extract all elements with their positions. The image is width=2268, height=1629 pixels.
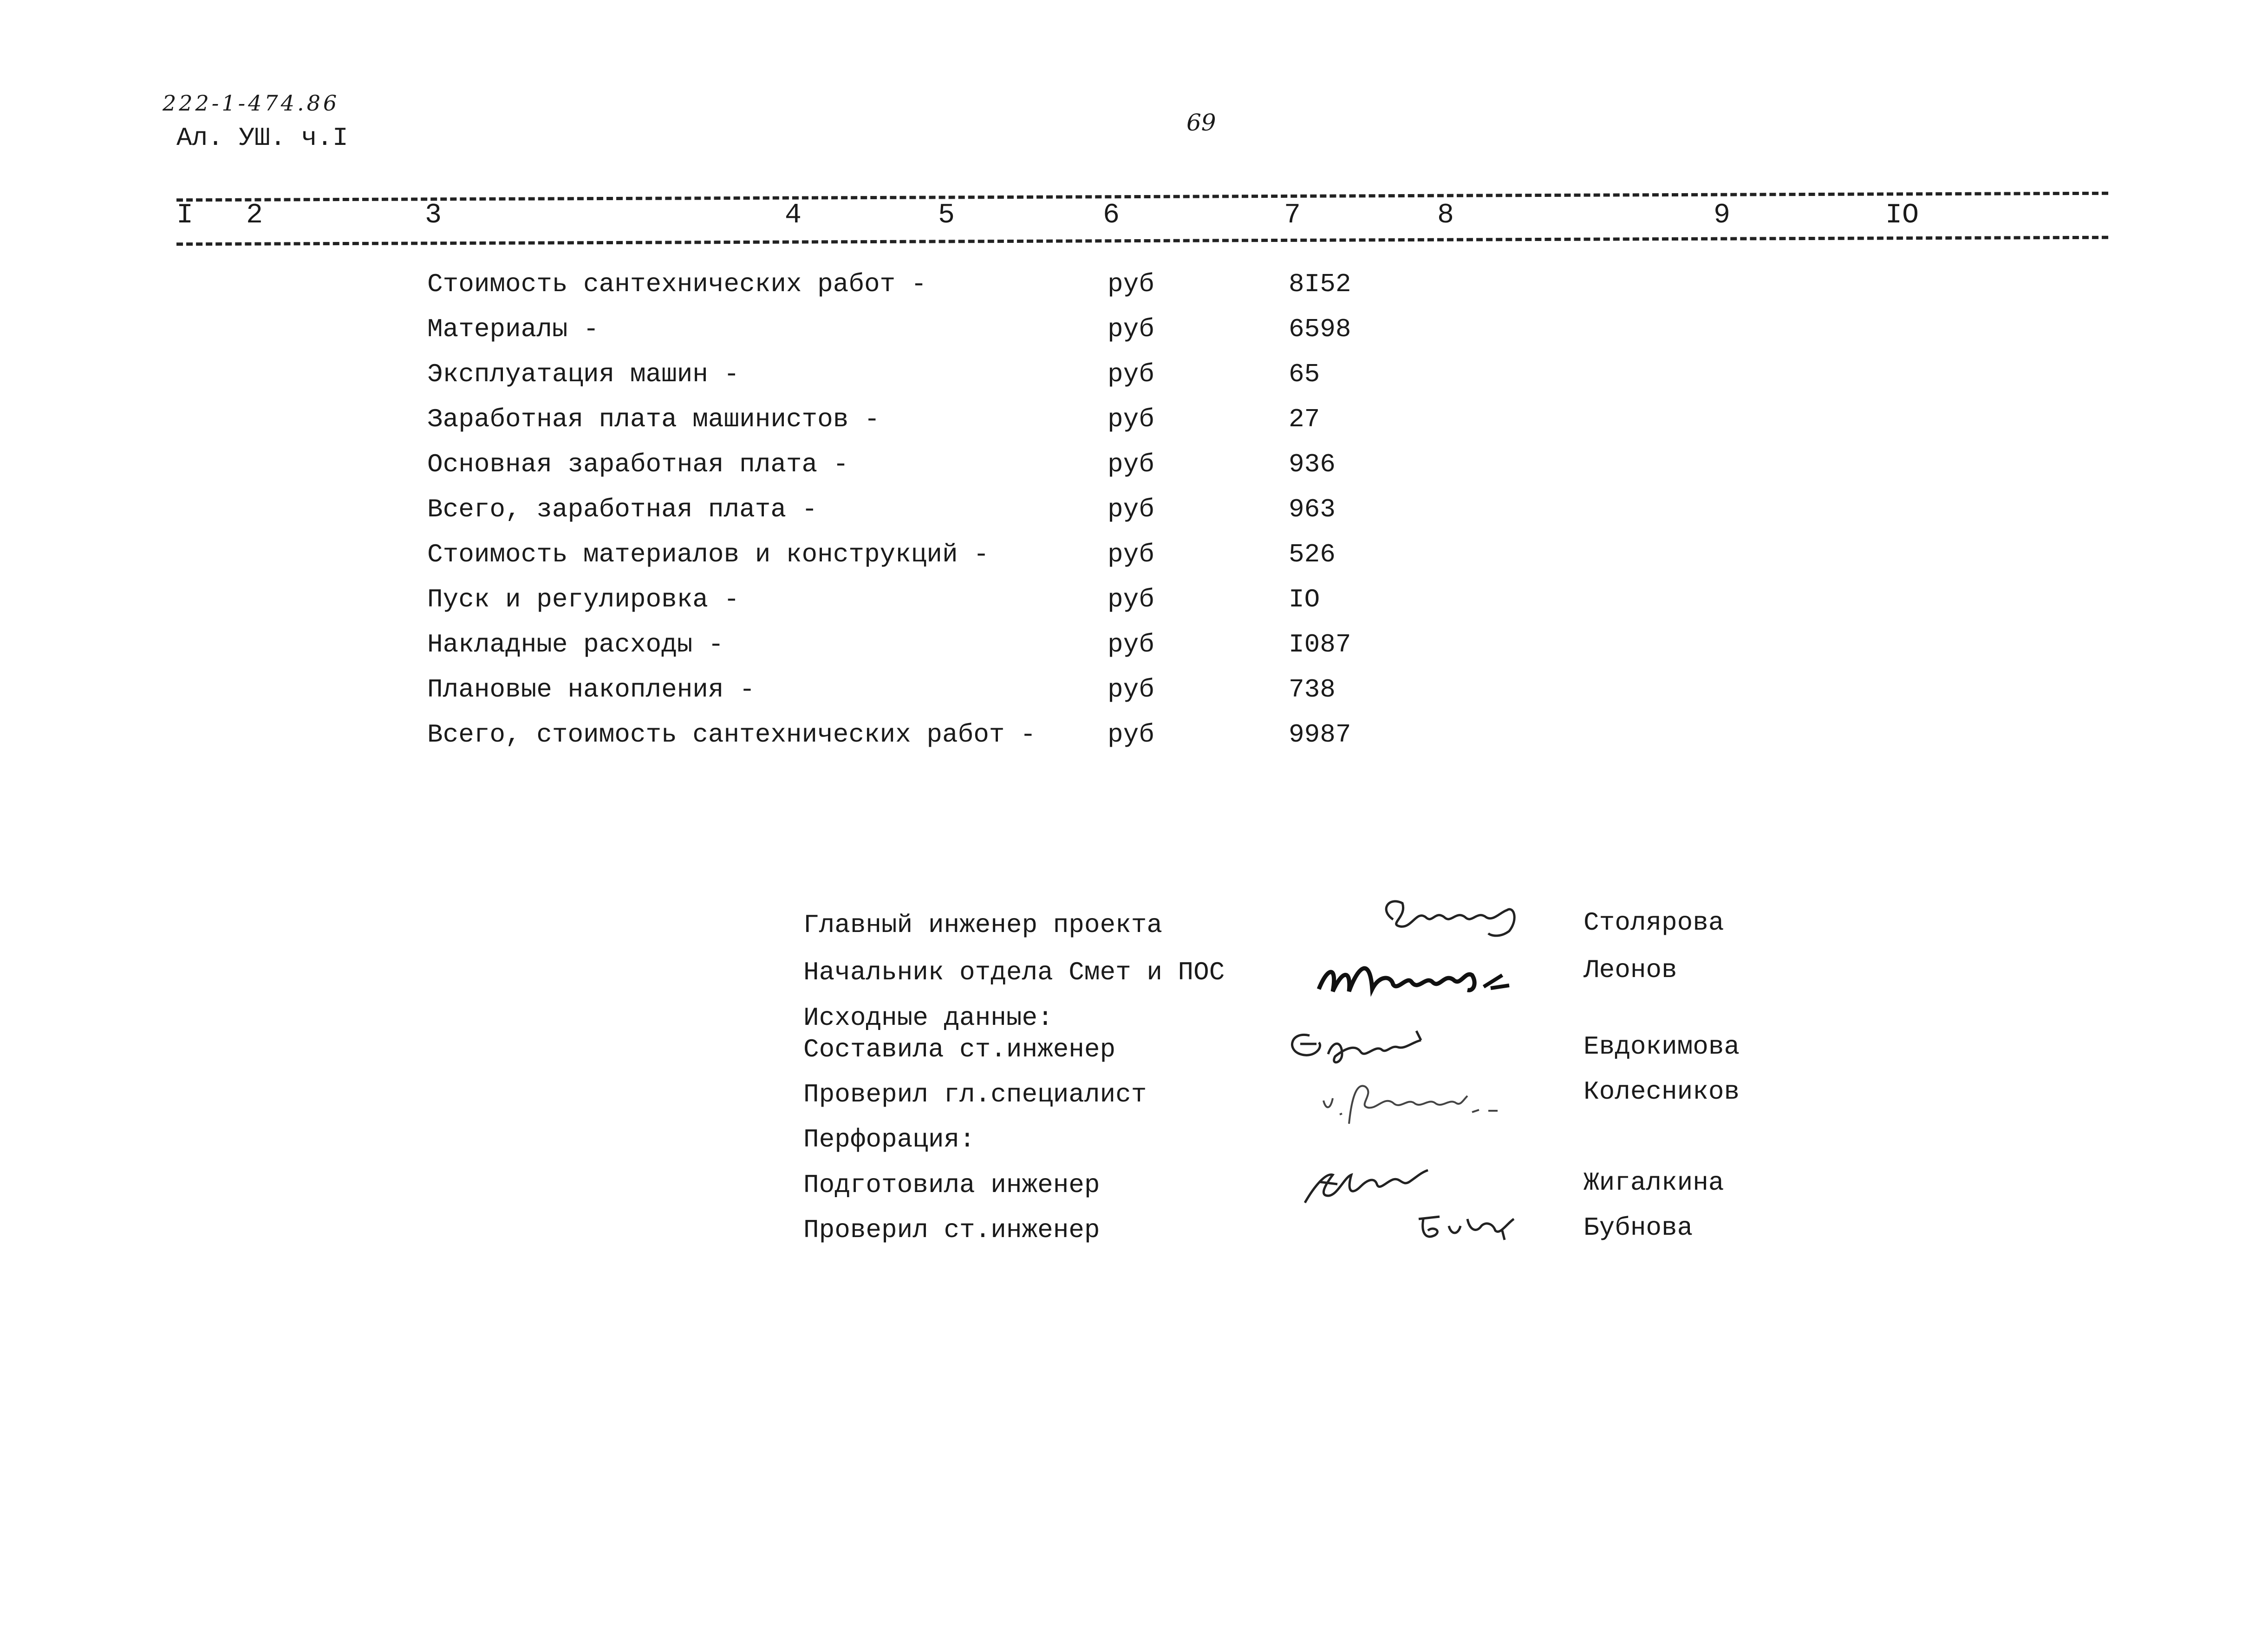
column-number: 9 xyxy=(1714,200,1731,231)
compiled-by-role: Составила ст.инженер xyxy=(803,1035,1116,1064)
row-unit: руб xyxy=(1108,540,1154,569)
row-unit: руб xyxy=(1108,495,1154,524)
column-number: 6 xyxy=(1103,200,1120,231)
perforation-heading: Перфорация: xyxy=(803,1125,975,1154)
signature-bubnova xyxy=(1412,1205,1532,1247)
row-label: Эксплуатация машин - xyxy=(427,359,740,389)
compiled-by-name: Евдокимова xyxy=(1584,1032,1740,1062)
header-rule-top xyxy=(176,192,2108,202)
row-unit: руб xyxy=(1108,314,1154,344)
row-unit: руб xyxy=(1108,630,1154,659)
signature-kolesnikov xyxy=(1314,1073,1519,1138)
column-number: 2 xyxy=(246,200,263,231)
row-label: Накладные расходы - xyxy=(427,630,724,659)
page-number: 69 xyxy=(1186,109,1216,136)
row-value: I087 xyxy=(1289,630,1351,659)
row-label: Всего, стоимость сантехнических работ - xyxy=(427,720,1036,749)
header-rule-bottom xyxy=(176,236,2108,246)
row-unit: руб xyxy=(1108,720,1154,749)
row-value: 963 xyxy=(1289,495,1336,524)
column-number: 5 xyxy=(938,200,955,231)
row-label: Стоимость сантехнических работ - xyxy=(427,269,927,299)
row-value: 6598 xyxy=(1289,314,1351,344)
signature-evdokimova xyxy=(1282,1022,1440,1073)
column-number: 7 xyxy=(1284,200,1301,231)
album-reference: Ал. УШ. ч.I xyxy=(176,123,348,153)
row-label: Стоимость материалов и конструкций - xyxy=(427,540,989,569)
row-label: Плановые накопления - xyxy=(427,675,755,704)
checked-by-specialist-role: Проверил гл.специалист xyxy=(803,1080,1147,1109)
row-unit: руб xyxy=(1108,675,1154,704)
chief-engineer-name: Столярова xyxy=(1584,908,1724,938)
checked-by-engineer-role: Проверил ст.инженер xyxy=(803,1215,1100,1245)
row-unit: руб xyxy=(1108,404,1154,434)
row-value: 65 xyxy=(1289,359,1320,389)
checked-by-specialist-name: Колесников xyxy=(1584,1077,1740,1107)
row-value: 9987 xyxy=(1289,720,1351,749)
row-label: Всего, заработная плата - xyxy=(427,495,818,524)
column-number: IO xyxy=(1885,200,1919,231)
signature-leonov xyxy=(1314,947,1523,1003)
chief-engineer-role: Главный инженер проекта xyxy=(803,910,1162,940)
row-unit: руб xyxy=(1108,359,1154,389)
column-number: 8 xyxy=(1437,200,1454,231)
row-value: 27 xyxy=(1289,404,1320,434)
row-unit: руб xyxy=(1108,450,1154,479)
row-value: 936 xyxy=(1289,450,1336,479)
document-code: 222-1-474.86 xyxy=(163,91,340,116)
row-label: Пуск и регулировка - xyxy=(427,585,740,614)
row-label: Основная заработная плата - xyxy=(427,450,849,479)
checked-by-engineer-name: Бубнова xyxy=(1584,1213,1693,1243)
column-number: 4 xyxy=(785,200,802,231)
prepared-by-role: Подготовила инженер xyxy=(803,1170,1100,1200)
row-value: 738 xyxy=(1289,675,1336,704)
department-head-role: Начальник отдела Смет и ПОС xyxy=(803,958,1225,987)
signature-stolyarova xyxy=(1375,892,1528,943)
source-data-heading: Исходные данные: xyxy=(803,1003,1053,1033)
row-label: Материалы - xyxy=(427,314,599,344)
row-value: IO xyxy=(1289,585,1320,614)
column-number: 3 xyxy=(425,200,442,231)
row-label: Заработная плата машинистов - xyxy=(427,404,880,434)
row-value: 526 xyxy=(1289,540,1336,569)
prepared-by-name: Жигалкина xyxy=(1584,1168,1724,1198)
row-value: 8I52 xyxy=(1289,269,1351,299)
row-unit: руб xyxy=(1108,585,1154,614)
row-unit: руб xyxy=(1108,269,1154,299)
department-head-name: Леонов xyxy=(1584,955,1677,985)
column-number: I xyxy=(176,200,194,231)
